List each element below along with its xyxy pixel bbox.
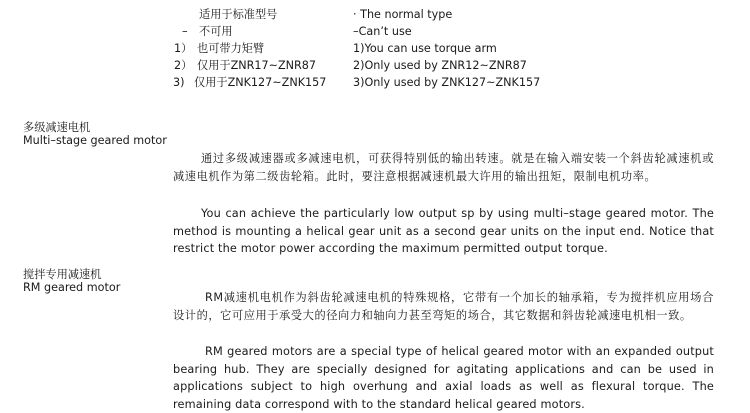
section-title-en: RM geared motor <box>23 281 121 294</box>
legend-row <box>0 7 750 22</box>
section-paragraph-cn: 通过多级减速器或多减速电机，可获得特别低的输出转速。就是在输入端安装一个斜齿轮减速机或减速电机作为第二级齿轮箱。此时，要注意根据减速机最大许用的输出扭矩，限制电机功率。 <box>173 152 714 183</box>
legend-text-en: 1)You can use torque arm <box>353 42 497 55</box>
legend-marker: 2） <box>174 59 193 72</box>
section-paragraph-en: You can achieve the particularly low output sp by using multi–stage geared motor. The method is mounting a helical gear unit as a second gear units on the input end. Notice that restrict the motor power according the maximum permitted output torque. <box>173 207 714 256</box>
legend-row <box>0 24 750 39</box>
legend-row <box>0 75 750 90</box>
legend-marker: – <box>182 25 188 38</box>
legend-text-cn: 适用于标准型号 <box>199 8 278 21</box>
legend-text-cn: 也可带力矩臂 <box>197 42 265 55</box>
legend-text-cn: 不可用 <box>199 25 233 38</box>
section-title-cn: 多级减速电机 <box>23 121 91 134</box>
legend-text-en: 3)Only used by ZNK127~ZNK157 <box>353 76 541 89</box>
section-paragraph-en: RM geared motors are a special type of helical geared motor with an expanded output bearing hub. They are specially designed for agitating applications and can be used in applications subject to high overhung and axial loads as well as flexural torque. The remaining data correspond with to the standard helical geared motors. <box>173 345 714 411</box>
section-paragraph-cn: RM减速机电机作为斜齿轮减速电机的特殊规格，它带有一个加长的轴承箱，专为搅拌机应用场合设计的，它可应用于承受大的径向力和轴向力甚至弯矩的场合，其它数据和斜齿轮减速电机相一致。 <box>173 291 714 322</box>
legend-text-cn: 仅用于ZNR17~ZNR87 <box>197 59 317 72</box>
legend-row <box>0 58 750 73</box>
legend-text-en: 2)Only used by ZNR12~ZNR87 <box>353 59 527 72</box>
legend-row <box>0 41 750 56</box>
section-title-en: Multi–stage geared motor <box>23 134 167 147</box>
section-title-cn: 搅拌专用减速机 <box>23 268 102 281</box>
legend-text-cn: 仅用于ZNK127~ZNK157 <box>194 76 327 89</box>
legend-marker: 1） <box>174 42 193 55</box>
legend-marker: 3) <box>173 76 185 89</box>
legend-text-en: · The normal type <box>353 8 453 21</box>
legend-text-en: –Can’t use <box>353 25 412 38</box>
